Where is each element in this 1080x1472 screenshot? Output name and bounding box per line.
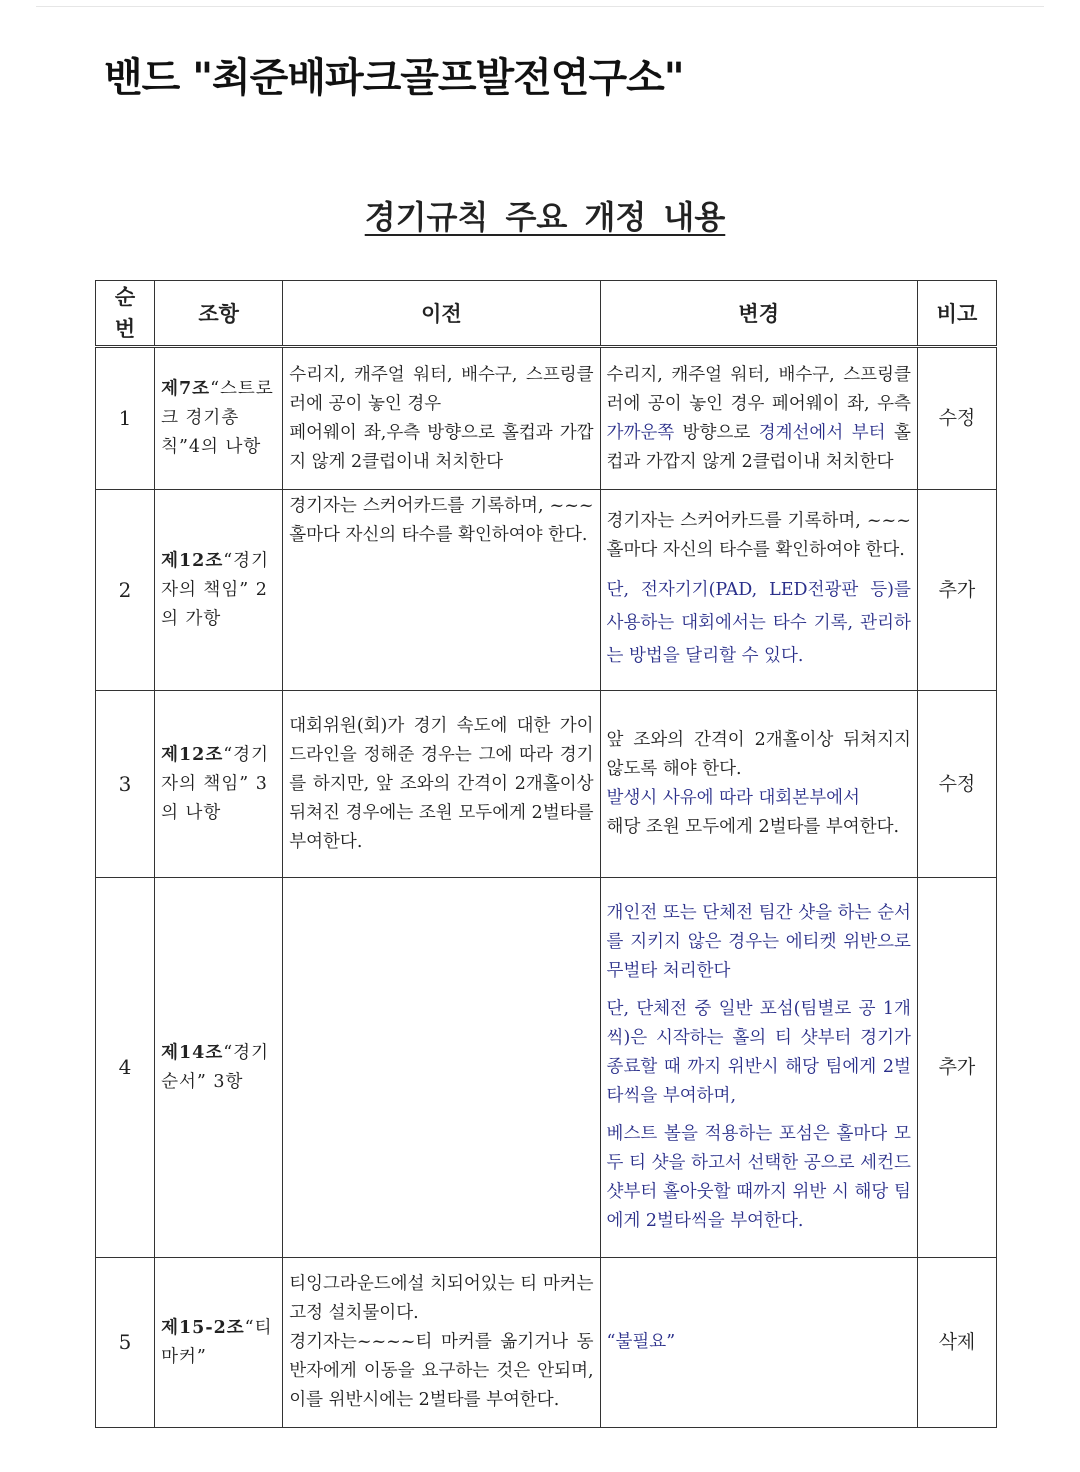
row-number: 3: [96, 691, 155, 878]
table-row: [96, 1258, 997, 1428]
article-cell: 제12조“경기자의 책임” 3의 나항: [155, 691, 283, 878]
row-number: 5: [96, 1258, 155, 1428]
note-cell: 추가: [917, 490, 996, 691]
article-cell: 제14조“경기순서” 3항: [155, 878, 283, 1258]
article-cell: 제15-2조“티 마커”: [155, 1258, 283, 1428]
rules-table: [95, 280, 997, 1428]
table-row: [96, 691, 997, 878]
note-cell: 수정: [917, 347, 996, 490]
table-header-row: [96, 281, 997, 347]
table-row: [96, 878, 997, 1258]
row-number: 1: [96, 347, 155, 490]
table-row: [96, 490, 997, 691]
column-header-note: 비고: [917, 281, 996, 347]
article-cell: 제7조“스트로크 경기총칙”4의 나항: [155, 347, 283, 490]
previous-cell: [283, 878, 600, 1258]
column-header-previous: 이전: [283, 281, 600, 347]
previous-cell: 수리지, 캐주얼 워터, 배수구, 스프링클러에 공이 놓인 경우 페어웨이 좌,우측 방향으로 홀컵과 가깝지 않게 2클럽이내 처치한다: [283, 347, 600, 490]
note-cell: 추가: [917, 878, 996, 1258]
column-header-changed: 변경: [600, 281, 917, 347]
row-number: 4: [96, 878, 155, 1258]
column-header-article: 조항: [155, 281, 283, 347]
previous-cell: 티잉그라운드에설 치되어있는 티 마커는 고정 설치물이다. 경기자는~~~~티 마커를 옮기거나 동반자에게 이동을 요구하는 것은 안되며, 이를 위반시에는 2벌타를 부여한다.: [283, 1258, 600, 1428]
previous-cell: 경기자는 스커어카드를 기록하며, ~~~홀마다 자신의 타수를 확인하여야 한다.: [283, 490, 600, 691]
page-title: 밴드 "최준배파크골프발전연구소": [104, 55, 684, 101]
changed-cell: 개인전 또는 단체전 팀간 샷을 하는 순서를 지키지 않은 경우는 에티켓 위반으로 무벌타 처리한다 단, 단체전 중 일반 포섬(팀별로 공 1개씩)은 시작하는 홀의 티 샷부터 경기가 종료할 때 까지 위반시 해당 팀에게 2벌타씩을 부여하며, 베스트 볼을 적용하는 포섬은 홀마다 모두 티 샷을 하고서 선택한 공으로 세컨드 샷부터 홀아웃할 때까지 위반 시 해당 팀에게 2벌타씩을 부여한다.: [600, 878, 917, 1258]
changed-cell: “불필요”: [600, 1258, 917, 1428]
top-divider: [36, 6, 1044, 7]
changed-cell: 경기자는 스커어카드를 기록하며, ~~~홀마다 자신의 타수를 확인하여야 한다. 단, 전자기기(PAD, LED전광판 등)를 사용하는 대회에서는 타수 기록, 관리하는 방법을 달리할 수 있다.: [600, 490, 917, 691]
row-number: 2: [96, 490, 155, 691]
article-cell: 제12조“경기자의 책임” 2의 가항: [155, 490, 283, 691]
note-cell: 수정: [917, 691, 996, 878]
changed-cell: 수리지, 캐주얼 워터, 배수구, 스프링클러에 공이 놓인 경우 페어웨이 좌, 우측 가까운쪽 방향으로 경계선에서 부터 홀컵과 가깝지 않게 2클럽이내 처치한다: [600, 347, 917, 490]
column-header-number: 순 번: [96, 281, 155, 347]
document-title: 경기규칙 주요 개정 내용: [364, 198, 726, 236]
changed-cell: 앞 조와의 간격이 2개홀이상 뒤쳐지지 않도록 해야 한다. 발생시 사유에 따라 대회본부에서 해당 조원 모두에게 2벌타를 부여한다.: [600, 691, 917, 878]
table-row: [96, 347, 997, 490]
note-cell: 삭제: [917, 1258, 996, 1428]
previous-cell: 대회위원(회)가 경기 속도에 대한 가이드라인을 정해준 경우는 그에 따라 경기를 하지만, 앞 조와의 간격이 2개홀이상 뒤쳐진 경우에는 조원 모두에게 2벌타를 부여한다.: [283, 691, 600, 878]
